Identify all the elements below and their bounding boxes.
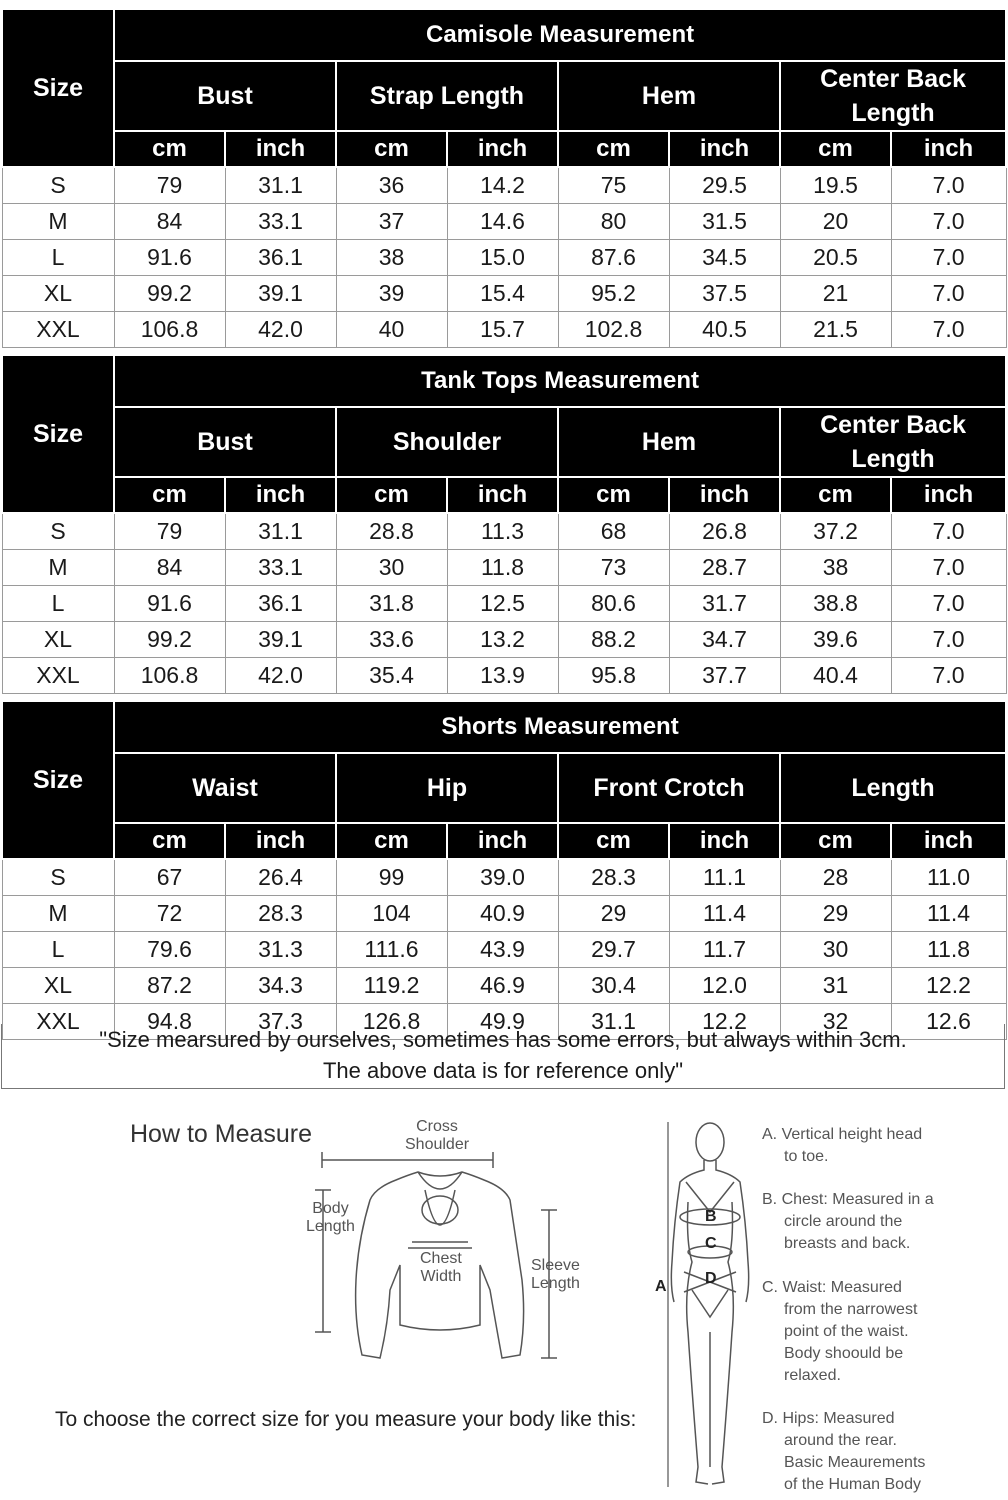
value-cell: 91.6: [114, 586, 225, 622]
value-cell: 99: [336, 859, 447, 896]
value-cell: 37.2: [780, 513, 891, 550]
unit-header: cm: [114, 477, 225, 513]
description-b: B. Chest: Measured in a circle around the breasts and back.: [762, 1191, 934, 1252]
value-cell: 7.0: [891, 550, 1006, 586]
value-cell: 11.1: [669, 859, 780, 896]
value-cell: 37.7: [669, 658, 780, 694]
choose-size-instruction: To choose the correct size for you measure your body like this:: [55, 1408, 637, 1431]
value-cell: 34.7: [669, 622, 780, 658]
size-column-header: Size: [2, 701, 114, 859]
value-cell: 95.8: [558, 658, 669, 694]
table-row: [2, 896, 1006, 932]
measure-group-header: Waist: [114, 753, 336, 823]
table-row: [2, 513, 1006, 550]
value-cell: 31.1: [558, 1004, 669, 1040]
size-cell: M: [2, 204, 114, 240]
value-cell: 34.3: [225, 968, 336, 1004]
unit-header: cm: [558, 823, 669, 859]
value-cell: 15.4: [447, 276, 558, 312]
value-cell: 7.0: [891, 167, 1006, 204]
body-figure-illustration: [660, 1112, 760, 1497]
unit-header: inch: [891, 823, 1006, 859]
value-cell: 11.8: [891, 932, 1006, 968]
value-cell: 31.1: [225, 167, 336, 204]
unit-header: inch: [225, 823, 336, 859]
value-cell: 99.2: [114, 622, 225, 658]
description-d: D. Hips: Measured around the rear. Basic Meaurements of the Human Body: [762, 1410, 926, 1493]
value-cell: 37.5: [669, 276, 780, 312]
measure-group-header: Center Back Length: [780, 61, 1006, 131]
value-cell: 84: [114, 204, 225, 240]
value-cell: 42.0: [225, 312, 336, 348]
value-cell: 12.6: [891, 1004, 1006, 1040]
table-title: Camisole Measurement: [114, 9, 1006, 61]
size-column-header: Size: [2, 355, 114, 513]
value-cell: 79: [114, 167, 225, 204]
unit-header: cm: [558, 477, 669, 513]
unit-header: cm: [780, 131, 891, 167]
value-cell: 11.4: [669, 896, 780, 932]
size-cell: XL: [2, 276, 114, 312]
value-cell: 106.8: [114, 312, 225, 348]
value-cell: 28.3: [225, 896, 336, 932]
value-cell: 15.0: [447, 240, 558, 276]
table-row: [2, 968, 1006, 1004]
value-cell: 40.4: [780, 658, 891, 694]
note-line-1: "Size mearsured by ourselves, sometimes has some errors, but always within 3cm.: [99, 1027, 907, 1052]
label-sleeve-length: Sleeve Length: [531, 1257, 580, 1292]
value-cell: 13.9: [447, 658, 558, 694]
table-row: [2, 932, 1006, 968]
value-cell: 68: [558, 513, 669, 550]
unit-header: inch: [669, 477, 780, 513]
size-cell: XL: [2, 622, 114, 658]
value-cell: 87.2: [114, 968, 225, 1004]
value-cell: 104: [336, 896, 447, 932]
value-cell: 37: [336, 204, 447, 240]
value-cell: 33.1: [225, 204, 336, 240]
measure-group-header: Center Back Length: [780, 407, 1006, 477]
table-row: [2, 276, 1006, 312]
value-cell: 72: [114, 896, 225, 932]
value-cell: 73: [558, 550, 669, 586]
value-cell: 39.6: [780, 622, 891, 658]
value-cell: 34.5: [669, 240, 780, 276]
unit-header: inch: [669, 823, 780, 859]
value-cell: 36: [336, 167, 447, 204]
label-cross-shoulder: Cross Shoulder: [405, 1118, 470, 1153]
unit-header: inch: [891, 477, 1006, 513]
label-chest-width: Chest Width: [420, 1250, 462, 1285]
value-cell: 14.2: [447, 167, 558, 204]
table-row: [2, 204, 1006, 240]
value-cell: 42.0: [225, 658, 336, 694]
measure-group-header: Front Crotch: [558, 753, 780, 823]
value-cell: 31.3: [225, 932, 336, 968]
unit-header: inch: [891, 131, 1006, 167]
label-body-length: Body Length: [306, 1200, 355, 1235]
value-cell: 19.5: [780, 167, 891, 204]
value-cell: 40.5: [669, 312, 780, 348]
value-cell: 40: [336, 312, 447, 348]
measure-group-header: Hem: [558, 61, 780, 131]
value-cell: 36.1: [225, 240, 336, 276]
unit-header: inch: [447, 477, 558, 513]
body-letter-a: A: [655, 1278, 667, 1295]
size-cell: XXL: [2, 312, 114, 348]
value-cell: 37.3: [225, 1004, 336, 1040]
unit-header: cm: [336, 823, 447, 859]
value-cell: 29: [780, 896, 891, 932]
size-cell: S: [2, 859, 114, 896]
value-cell: 11.7: [669, 932, 780, 968]
measure-group-header: Hem: [558, 407, 780, 477]
value-cell: 26.8: [669, 513, 780, 550]
size-cell: XXL: [2, 1004, 114, 1040]
value-cell: 11.3: [447, 513, 558, 550]
value-cell: 111.6: [336, 932, 447, 968]
measure-group-header: Length: [780, 753, 1006, 823]
value-cell: 28.8: [336, 513, 447, 550]
size-cell: M: [2, 550, 114, 586]
value-cell: 99.2: [114, 276, 225, 312]
size-cell: XXL: [2, 658, 114, 694]
table-row: [2, 167, 1006, 204]
value-cell: 38.8: [780, 586, 891, 622]
body-letter-c: C: [705, 1235, 717, 1252]
value-cell: 43.9: [447, 932, 558, 968]
size-cell: S: [2, 167, 114, 204]
value-cell: 20.5: [780, 240, 891, 276]
size-cell: L: [2, 932, 114, 968]
unit-header: cm: [336, 131, 447, 167]
value-cell: 7.0: [891, 276, 1006, 312]
value-cell: 38: [336, 240, 447, 276]
value-cell: 14.6: [447, 204, 558, 240]
value-cell: 94.8: [114, 1004, 225, 1040]
table-row: [2, 312, 1006, 348]
value-cell: 7.0: [891, 240, 1006, 276]
value-cell: 12.2: [891, 968, 1006, 1004]
value-cell: 30: [780, 932, 891, 968]
unit-header: inch: [447, 131, 558, 167]
value-cell: 29.5: [669, 167, 780, 204]
value-cell: 49.9: [447, 1004, 558, 1040]
value-cell: 12.2: [669, 1004, 780, 1040]
value-cell: 13.2: [447, 622, 558, 658]
value-cell: 80: [558, 204, 669, 240]
size-cell: M: [2, 896, 114, 932]
value-cell: 33.1: [225, 550, 336, 586]
value-cell: 38: [780, 550, 891, 586]
value-cell: 119.2: [336, 968, 447, 1004]
value-cell: 28: [780, 859, 891, 896]
value-cell: 21: [780, 276, 891, 312]
value-cell: 11.4: [891, 896, 1006, 932]
value-cell: 7.0: [891, 312, 1006, 348]
value-cell: 28.7: [669, 550, 780, 586]
measurement-table: [1, 700, 1007, 1040]
value-cell: 12.5: [447, 586, 558, 622]
size-column-header: Size: [2, 9, 114, 167]
value-cell: 31.7: [669, 586, 780, 622]
value-cell: 67: [114, 859, 225, 896]
unit-header: cm: [558, 131, 669, 167]
unit-header: cm: [114, 131, 225, 167]
table-row: [2, 622, 1006, 658]
table-row: [2, 859, 1006, 896]
value-cell: 15.7: [447, 312, 558, 348]
value-cell: 30.4: [558, 968, 669, 1004]
value-cell: 26.4: [225, 859, 336, 896]
value-cell: 75: [558, 167, 669, 204]
measure-group-header: Bust: [114, 407, 336, 477]
value-cell: 84: [114, 550, 225, 586]
value-cell: 11.8: [447, 550, 558, 586]
value-cell: 80.6: [558, 586, 669, 622]
value-cell: 32: [780, 1004, 891, 1040]
table-row: [2, 550, 1006, 586]
measurement-table: [1, 8, 1007, 348]
unit-header: cm: [780, 823, 891, 859]
value-cell: 7.0: [891, 204, 1006, 240]
value-cell: 7.0: [891, 658, 1006, 694]
description-a: A. Vertical height head to toe.: [762, 1126, 923, 1165]
value-cell: 31.5: [669, 204, 780, 240]
size-cell: XL: [2, 968, 114, 1004]
table-title: Shorts Measurement: [114, 701, 1006, 753]
value-cell: 7.0: [891, 513, 1006, 550]
value-cell: 88.2: [558, 622, 669, 658]
value-cell: 95.2: [558, 276, 669, 312]
measurement-note: [1, 1024, 1005, 1089]
table-row: [2, 586, 1006, 622]
size-cell: L: [2, 240, 114, 276]
unit-header: cm: [114, 823, 225, 859]
value-cell: 30: [336, 550, 447, 586]
value-cell: 46.9: [447, 968, 558, 1004]
value-cell: 21.5: [780, 312, 891, 348]
table-title: Tank Tops Measurement: [114, 355, 1006, 407]
unit-header: inch: [669, 131, 780, 167]
measure-group-header: Hip: [336, 753, 558, 823]
value-cell: 39.0: [447, 859, 558, 896]
unit-header: cm: [780, 477, 891, 513]
value-cell: 31.8: [336, 586, 447, 622]
note-line-2: The above data is for reference only": [322, 1058, 683, 1083]
value-cell: 7.0: [891, 622, 1006, 658]
value-cell: 102.8: [558, 312, 669, 348]
measure-group-header: Shoulder: [336, 407, 558, 477]
value-cell: 39.1: [225, 622, 336, 658]
value-cell: 12.0: [669, 968, 780, 1004]
body-letter-d: D: [705, 1270, 717, 1287]
body-letter-b: B: [705, 1208, 717, 1225]
value-cell: 39: [336, 276, 447, 312]
value-cell: 7.0: [891, 586, 1006, 622]
value-cell: 20: [780, 204, 891, 240]
unit-header: inch: [225, 477, 336, 513]
how-to-measure-heading: How to Measure: [130, 1120, 313, 1148]
value-cell: 91.6: [114, 240, 225, 276]
measure-group-header: Strap Length: [336, 61, 558, 131]
value-cell: 28.3: [558, 859, 669, 896]
unit-header: inch: [447, 823, 558, 859]
table-row: [2, 240, 1006, 276]
value-cell: 33.6: [336, 622, 447, 658]
value-cell: 36.1: [225, 586, 336, 622]
value-cell: 11.0: [891, 859, 1006, 896]
value-cell: 31.1: [225, 513, 336, 550]
size-cell: L: [2, 586, 114, 622]
value-cell: 106.8: [114, 658, 225, 694]
value-cell: 79.6: [114, 932, 225, 968]
value-cell: 29: [558, 896, 669, 932]
measurement-table: [1, 354, 1007, 694]
table-row: [2, 658, 1006, 694]
value-cell: 79: [114, 513, 225, 550]
value-cell: 87.6: [558, 240, 669, 276]
value-cell: 31: [780, 968, 891, 1004]
measure-group-header: Bust: [114, 61, 336, 131]
size-cell: S: [2, 513, 114, 550]
description-c: C. Waist: Measured from the narrowest point of the waist. Body shoould be relaxed.: [762, 1279, 918, 1384]
value-cell: 126.8: [336, 1004, 447, 1040]
unit-header: cm: [336, 477, 447, 513]
value-cell: 39.1: [225, 276, 336, 312]
value-cell: 35.4: [336, 658, 447, 694]
value-cell: 40.9: [447, 896, 558, 932]
unit-header: inch: [225, 131, 336, 167]
value-cell: 29.7: [558, 932, 669, 968]
